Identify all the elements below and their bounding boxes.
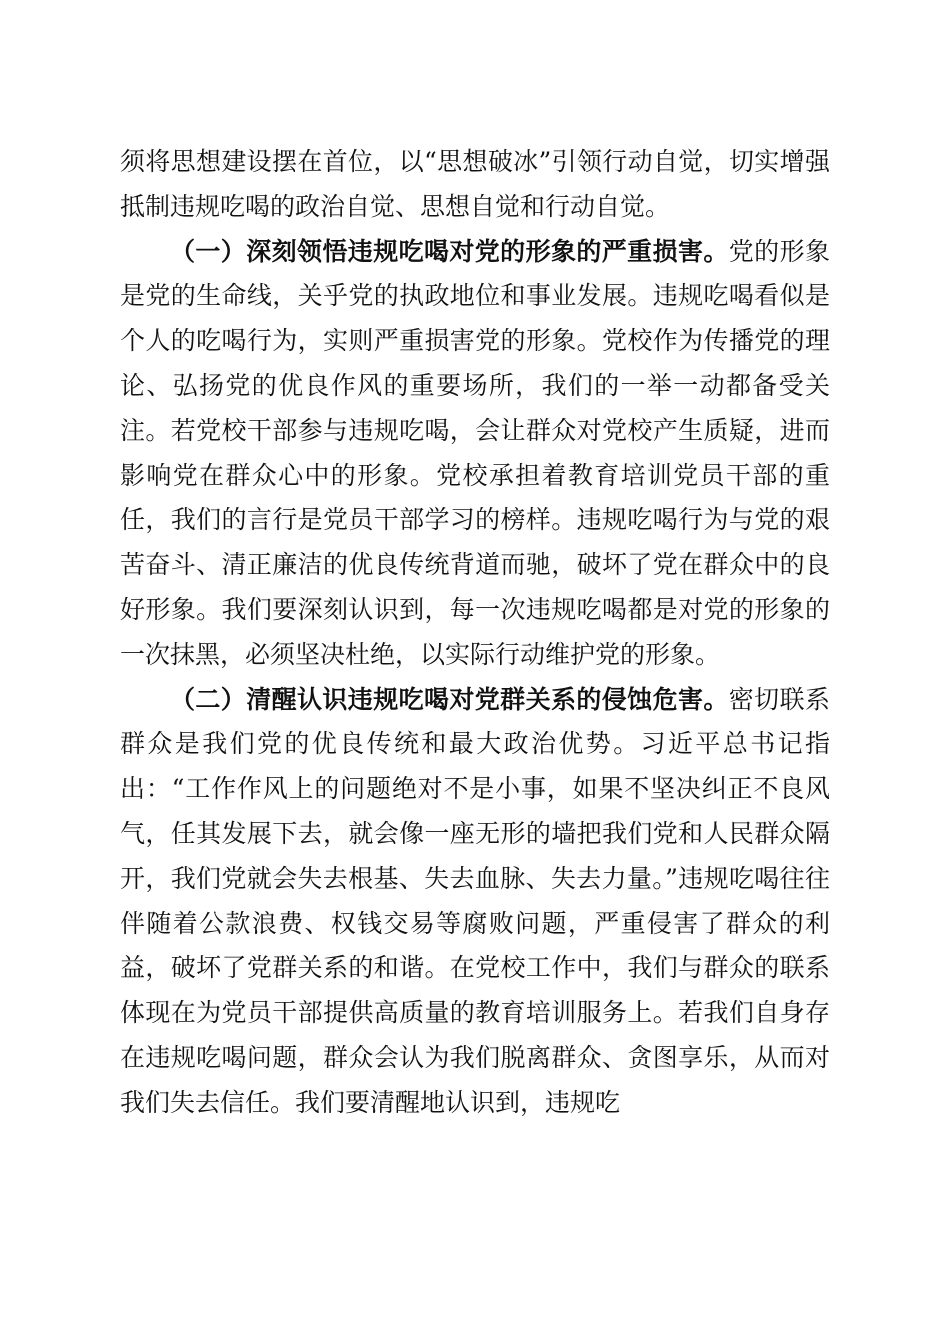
paragraph-text: 须将思想建设摆在首位，以“思想破冰”引领行动自觉，切实增强抵制违规吃喝的政治自觉、思想自觉和行动自觉。 xyxy=(120,147,830,221)
paragraph-section-two xyxy=(120,678,830,1126)
section-heading-two: （二）清醒认识违规吃喝对党群关系的侵蚀危害。 xyxy=(170,684,729,714)
paragraph-intro-continuation xyxy=(120,140,830,230)
paragraph-text: 密切联系群众是我们党的优良传统和最大政治优势。习近平总书记指出：“工作作风上的问题绝对不是小事，如果不坚决纠正不良风气，任其发展下去，就会像一座无形的墙把我们党和人民群众隔开，我们党就会失去根基、失去血脉、失去力量。”违规吃喝往往伴随着公款浪费、权钱交易等腐败问题，严重侵害了群众的利益，破坏了党群关系的和谐。在党校工作中，我们与群众的联系体现在为党员干部提供高质量的教育培训服务上。若我们自身存在违规吃喝问题，群众会认为我们脱离群众、贪图享乐，从而对我们失去信任。我们要清醒地认识到，违规吃 xyxy=(120,684,830,1117)
document-body xyxy=(120,140,830,1126)
paragraph-text: 党的形象是党的生命线，关乎党的执政地位和事业发展。违规吃喝看似是个人的吃喝行为，实则严重损害党的形象。党校作为传播党的理论、弘扬党的优良作风的重要场所，我们的一举一动都备受关注。若党校干部参与违规吃喝，会让群众对党校产生质疑，进而影响党在群众心中的形象。党校承担着教育培训党员干部的重任，我们的言行是党员干部学习的榜样。违规吃喝行为与党的艰苦奋斗、清正廉洁的优良传统背道而驰，破坏了党在群众中的良好形象。我们要深刻认识到，每一次违规吃喝都是对党的形象的一次抹黑，必须坚决杜绝，以实际行动维护党的形象。 xyxy=(120,236,830,669)
section-heading-one: （一）深刻领悟违规吃喝对党的形象的严重损害。 xyxy=(170,236,729,266)
paragraph-section-one xyxy=(120,230,830,678)
